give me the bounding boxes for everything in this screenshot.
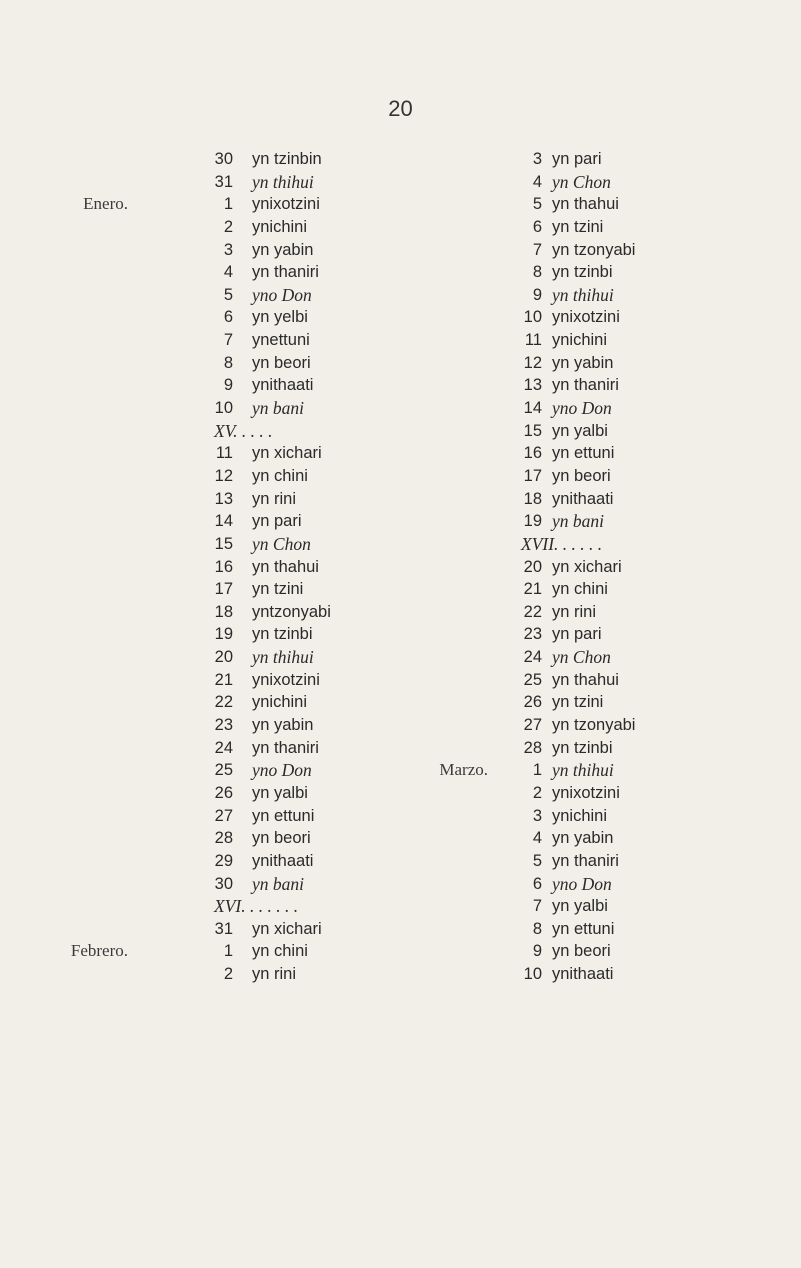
right-calendar-column xyxy=(400,148,801,986)
day-number: 1 xyxy=(223,195,233,214)
calendar-row xyxy=(0,216,400,239)
calendar-row xyxy=(400,805,801,828)
day-number: 27 xyxy=(214,806,233,825)
day-number: 4 xyxy=(223,263,233,282)
period-label: XV. . . . . xyxy=(214,420,273,441)
day-number: 6 xyxy=(532,217,542,236)
day-number: 9 xyxy=(532,285,542,304)
day-name: yn tzinbin xyxy=(252,150,322,168)
day-number: 11 xyxy=(215,444,233,463)
calendar-row xyxy=(400,397,801,420)
day-name: yn ettuni xyxy=(552,919,615,938)
calendar-row xyxy=(0,171,400,194)
calendar-row xyxy=(400,239,801,262)
day-name: ynixotzini xyxy=(552,308,620,327)
day-name: yn bani xyxy=(252,873,305,894)
day-name: yn yalbi xyxy=(552,421,608,440)
day-name: yn beori xyxy=(252,353,311,372)
calendar-row xyxy=(400,737,801,760)
day-name: yn yabin xyxy=(552,829,614,848)
day-name: ynichini xyxy=(252,217,308,236)
day-number: 14 xyxy=(214,512,233,531)
day-name: yn pari xyxy=(252,512,302,531)
day-number: 18 xyxy=(214,602,233,621)
calendar-row xyxy=(0,442,400,465)
calendar-row xyxy=(400,193,801,216)
day-number: 12 xyxy=(214,466,233,485)
day-name: yn beori xyxy=(552,466,611,485)
calendar-row xyxy=(0,488,400,511)
calendar-row xyxy=(400,646,801,669)
calendar-row xyxy=(0,963,400,986)
month-label: Marzo. xyxy=(439,760,488,780)
day-number: 28 xyxy=(214,829,233,848)
calendar-row xyxy=(0,601,400,624)
calendar-row xyxy=(400,850,801,873)
day-number: 13 xyxy=(523,376,542,395)
day-number: 5 xyxy=(223,285,233,304)
calendar-row xyxy=(400,601,801,624)
calendar-row xyxy=(400,465,801,488)
day-name: yn Chon xyxy=(252,533,311,554)
day-number: 4 xyxy=(532,829,542,848)
day-number: 15 xyxy=(523,421,542,440)
day-name: yn thaniri xyxy=(552,376,619,395)
calendar-row xyxy=(400,873,801,896)
day-name: yn tzonyabi xyxy=(552,716,636,735)
calendar-row xyxy=(400,895,801,918)
calendar-row xyxy=(400,329,801,352)
day-name: yn thahui xyxy=(552,195,619,214)
day-name: yn yelbi xyxy=(252,308,308,327)
calendar-row xyxy=(0,148,400,171)
calendar-row xyxy=(0,397,400,420)
calendar-row xyxy=(0,239,400,262)
day-name: yn pari xyxy=(552,150,602,168)
day-name: ynichini xyxy=(552,331,608,350)
day-number: 3 xyxy=(223,240,233,259)
day-number: 2 xyxy=(223,217,233,236)
day-name: yno Don xyxy=(552,398,612,419)
day-number: 12 xyxy=(523,353,542,372)
calendar-row xyxy=(0,623,400,646)
calendar-row xyxy=(400,306,801,329)
day-name: yn xichari xyxy=(252,444,322,463)
day-number: 23 xyxy=(523,625,542,644)
day-name: yn chini xyxy=(252,942,308,961)
day-name: yn tzinbi xyxy=(552,738,613,757)
calendar-row xyxy=(0,420,400,443)
day-number: 8 xyxy=(223,353,233,372)
day-number: 31 xyxy=(214,172,233,191)
calendar-row xyxy=(400,510,801,533)
day-name: yn bani xyxy=(252,398,305,419)
day-name: yn chini xyxy=(552,580,608,599)
day-name: ynithaati xyxy=(252,851,314,870)
day-name: yn yalbi xyxy=(552,897,608,916)
day-number: 5 xyxy=(532,195,542,214)
day-name: yno Don xyxy=(252,284,312,305)
calendar-row xyxy=(0,691,400,714)
day-name: yn pari xyxy=(552,625,602,644)
day-number: 10 xyxy=(523,965,542,984)
day-number: 17 xyxy=(523,466,542,485)
calendar-row xyxy=(0,669,400,692)
calendar-row xyxy=(0,827,400,850)
day-name: yn tzinbi xyxy=(252,625,313,644)
day-name: ynithaati xyxy=(552,965,614,984)
calendar-row xyxy=(0,737,400,760)
day-name: yn thihui xyxy=(552,284,614,305)
day-name: yn thihui xyxy=(252,647,314,668)
calendar-row xyxy=(400,963,801,986)
day-number: 29 xyxy=(214,851,233,870)
day-name: yn thahui xyxy=(252,557,319,576)
calendar-row xyxy=(0,352,400,375)
day-name: yn bani xyxy=(552,511,605,532)
day-number: 30 xyxy=(214,150,233,168)
calendar-row xyxy=(0,895,400,918)
calendar-row xyxy=(400,171,801,194)
left-calendar-column xyxy=(0,148,400,986)
calendar-row xyxy=(400,714,801,737)
day-name: ynixotzini xyxy=(552,783,620,802)
calendar-row xyxy=(0,578,400,601)
day-name: ynixotzini xyxy=(252,670,320,689)
day-name: yn chini xyxy=(252,466,308,485)
day-number: 15 xyxy=(214,534,233,553)
day-number: 3 xyxy=(532,150,542,168)
calendar-row xyxy=(400,261,801,284)
day-name: yn rini xyxy=(252,965,297,984)
calendar-row xyxy=(400,556,801,579)
calendar-row xyxy=(400,148,801,171)
day-number: 4 xyxy=(532,172,542,191)
day-number: 19 xyxy=(523,512,542,531)
calendar-row xyxy=(0,850,400,873)
day-number: 9 xyxy=(532,942,542,961)
day-number: 8 xyxy=(532,263,542,282)
day-number: 10 xyxy=(523,308,542,327)
day-number: 24 xyxy=(214,738,233,757)
day-name: yn beori xyxy=(252,829,311,848)
day-number: 9 xyxy=(223,376,233,395)
day-name: yntzonyabi xyxy=(252,602,331,621)
day-number: 3 xyxy=(532,806,542,825)
day-number: 30 xyxy=(214,874,233,893)
day-name: ynettuni xyxy=(252,331,310,350)
calendar-row xyxy=(400,691,801,714)
day-name: ynichini xyxy=(252,693,308,712)
day-name: yn tzonyabi xyxy=(552,240,636,259)
calendar-row xyxy=(400,284,801,307)
day-name: yn rini xyxy=(252,489,297,508)
calendar-row xyxy=(400,216,801,239)
calendar-row xyxy=(0,782,400,805)
day-number: 1 xyxy=(223,942,233,961)
calendar-row xyxy=(0,510,400,533)
calendar-row xyxy=(0,873,400,896)
day-number: 8 xyxy=(532,919,542,938)
day-name: yn rini xyxy=(552,602,597,621)
calendar-row xyxy=(0,940,400,963)
period-label: XVII. . . . . . xyxy=(521,533,603,554)
month-label: Enero. xyxy=(83,194,128,214)
day-name: ynithaati xyxy=(552,489,614,508)
day-number: 19 xyxy=(214,625,233,644)
calendar-row xyxy=(400,442,801,465)
day-name: yn xichari xyxy=(552,557,622,576)
calendar-row xyxy=(400,827,801,850)
day-number: 26 xyxy=(523,693,542,712)
day-number: 28 xyxy=(523,738,542,757)
calendar-row xyxy=(0,465,400,488)
day-number: 20 xyxy=(523,557,542,576)
day-name: yn thaniri xyxy=(552,851,619,870)
day-name: yn tzinbi xyxy=(552,263,613,282)
calendar-row xyxy=(400,578,801,601)
day-name: yn yabin xyxy=(252,716,314,735)
day-name: yn beori xyxy=(552,942,611,961)
day-number: 18 xyxy=(523,489,542,508)
calendar-row xyxy=(400,623,801,646)
day-name: yn tzini xyxy=(252,580,304,599)
day-number: 7 xyxy=(532,240,542,259)
calendar-row xyxy=(0,193,400,216)
day-number: 31 xyxy=(214,919,233,938)
calendar-row xyxy=(400,374,801,397)
day-number: 22 xyxy=(214,693,233,712)
calendar-row xyxy=(0,306,400,329)
month-label: Febrero. xyxy=(70,941,128,961)
day-number: 1 xyxy=(532,761,542,780)
calendar-row xyxy=(0,646,400,669)
calendar-row xyxy=(400,759,801,782)
calendar-row xyxy=(400,533,801,556)
day-name: yn yabin xyxy=(252,240,314,259)
day-name: yn Chon xyxy=(552,647,611,668)
calendar-row xyxy=(0,533,400,556)
day-name: yn tzini xyxy=(552,217,604,236)
calendar-row xyxy=(0,714,400,737)
day-name: yn thaniri xyxy=(252,263,319,282)
calendar-row xyxy=(400,669,801,692)
calendar-row xyxy=(0,759,400,782)
day-name: yn xichari xyxy=(252,919,322,938)
calendar-row xyxy=(0,805,400,828)
day-number: 25 xyxy=(523,670,542,689)
day-number: 7 xyxy=(223,331,233,350)
day-name: yn yabin xyxy=(552,353,614,372)
calendar-row xyxy=(400,420,801,443)
day-name: yno Don xyxy=(252,760,312,781)
calendar-row xyxy=(0,284,400,307)
calendar-row xyxy=(400,488,801,511)
calendar-row xyxy=(0,918,400,941)
day-number: 26 xyxy=(214,783,233,802)
calendar-row xyxy=(400,782,801,805)
day-number: 6 xyxy=(532,874,542,893)
day-number: 6 xyxy=(223,308,233,327)
day-number: 27 xyxy=(523,716,542,735)
day-number: 16 xyxy=(523,444,542,463)
day-number: 21 xyxy=(523,580,542,599)
calendar-row xyxy=(0,329,400,352)
day-number: 23 xyxy=(214,716,233,735)
day-number: 17 xyxy=(214,580,233,599)
calendar-row xyxy=(400,940,801,963)
calendar-row xyxy=(0,374,400,397)
day-number: 16 xyxy=(214,557,233,576)
day-number: 21 xyxy=(214,670,233,689)
calendar-row xyxy=(0,261,400,284)
day-number: 14 xyxy=(523,399,542,418)
day-number: 24 xyxy=(523,648,542,667)
day-name: yn ettuni xyxy=(252,806,315,825)
day-number: 7 xyxy=(532,897,542,916)
period-label: XVI. . . . . . . xyxy=(214,896,299,917)
day-name: yn yalbi xyxy=(252,783,308,802)
day-number: 22 xyxy=(523,602,542,621)
day-number: 10 xyxy=(214,399,233,418)
day-number: 13 xyxy=(214,489,233,508)
day-name: yn thahui xyxy=(552,670,619,689)
calendar-row xyxy=(0,556,400,579)
day-name: ynithaati xyxy=(252,376,314,395)
day-name: yn ettuni xyxy=(552,444,615,463)
day-name: ynichini xyxy=(552,806,608,825)
day-name: yn thaniri xyxy=(252,738,319,757)
day-number: 2 xyxy=(223,965,233,984)
calendar-row xyxy=(400,352,801,375)
day-name: yn thihui xyxy=(252,171,314,192)
day-number: 11 xyxy=(524,331,542,350)
day-number: 20 xyxy=(214,648,233,667)
day-number: 25 xyxy=(214,761,233,780)
day-number: 5 xyxy=(532,851,542,870)
day-name: yn tzini xyxy=(552,693,604,712)
day-name: yn Chon xyxy=(552,171,611,192)
calendar-row xyxy=(400,918,801,941)
day-number: 2 xyxy=(532,783,542,802)
day-name: ynixotzini xyxy=(252,195,320,214)
day-name: yn thihui xyxy=(552,760,614,781)
page-number: 20 xyxy=(388,96,413,121)
day-name: yno Don xyxy=(552,873,612,894)
